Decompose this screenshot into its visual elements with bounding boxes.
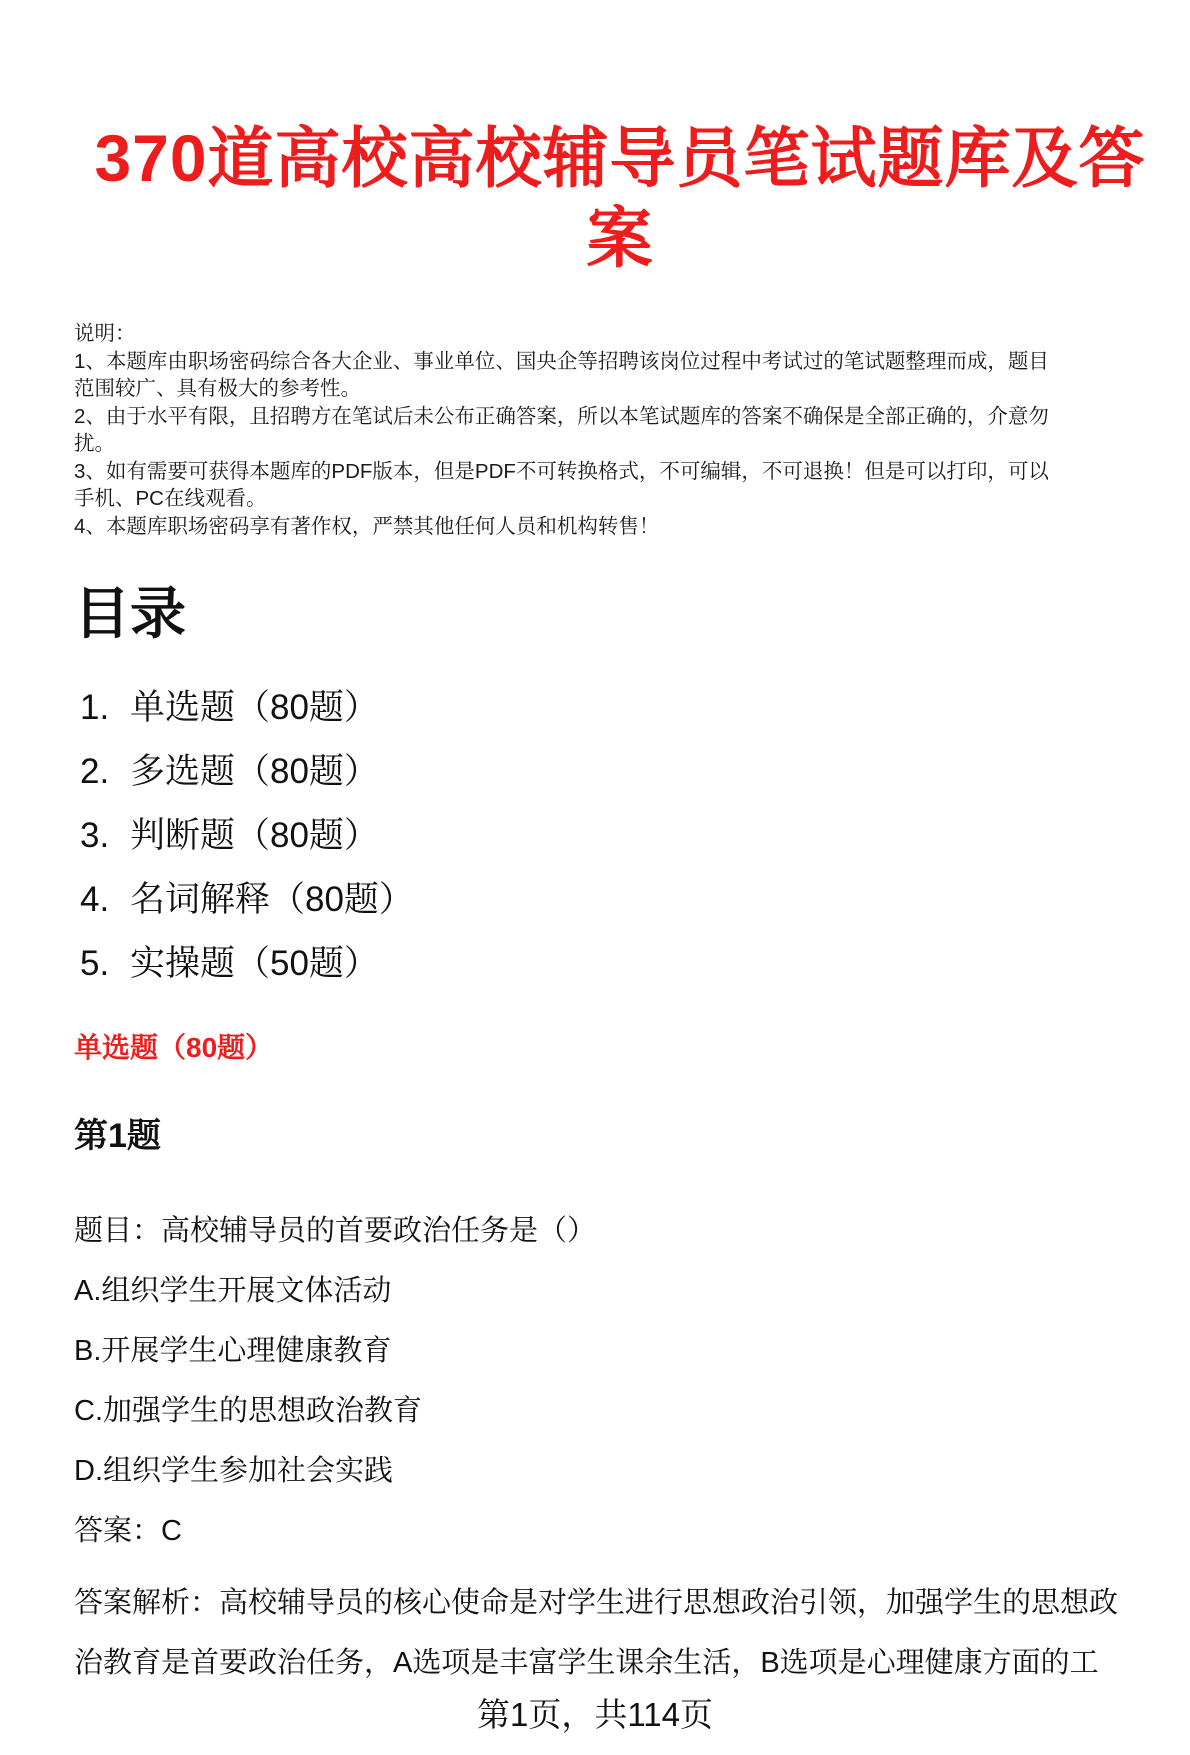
toc-item-label: 单选题（80题） [130,688,379,727]
notes-heading: 说明： [74,322,136,345]
toc-item-single-choice[interactable] [80,688,414,752]
toc-item-label: 判断题（80题） [130,816,379,855]
analysis-line: 治教育是首要政治任务，A选项是丰富学生课余生活，B选项是心理健康方面的工 [74,1647,1099,1679]
option-b: B.开展学生心理健康教育 [74,1335,392,1367]
answer-analysis [74,1573,1164,1693]
notes-line: 扰。 [74,432,115,455]
toc-item-label: 多选题（80题） [130,752,379,791]
toc-item-label: 名词解释（80题） [130,880,414,919]
toc-item-true-false[interactable] [80,816,414,880]
toc-item-multiple-choice[interactable] [80,752,414,816]
toc-item-practical[interactable] [80,944,414,1008]
toc-item-number: 3. [80,816,110,855]
question-block [74,1211,1164,1571]
analysis-line: 答案解析：高校辅导员的核心使命是对学生进行思想政治引领，加强学生的思想政 [74,1587,1119,1619]
option-d: D.组织学生参加社会实践 [74,1455,394,1487]
toc-item-number: 1. [80,688,110,727]
answer-line: 答案：C [74,1515,182,1547]
notes-line: 手机、PC在线观看。 [74,487,267,510]
notes-line: 范围较广、具有极大的参考性。 [74,377,361,400]
notes-line: 4、本题库职场密码享有著作权，严禁其他任何人员和机构转售！ [74,514,660,538]
page-footer: 第1页，共114页 [477,1696,713,1733]
document-title: 370道高校高校辅导员笔试题库及答案 [94,121,1146,275]
toc-heading: 目录 [74,582,186,645]
toc-item-number: 2. [80,752,110,791]
question-heading: 第1题 [74,1117,161,1155]
section-heading: 单选题（80题） [74,1032,274,1063]
question-stem: 题目：高校辅导员的首要政治任务是（） [74,1215,597,1247]
toc-list [80,688,414,1008]
toc-item-label: 实操题（50题） [130,944,379,983]
notes-section [74,320,1149,540]
option-a: A.组织学生开展文体活动 [74,1275,392,1307]
option-c: C.加强学生的思想政治教育 [74,1395,423,1427]
notes-line: 2、由于水平有限，且招聘方在笔试后未公布正确答案，所以本笔试题库的答案不确保是全部正确的，介意勿 [74,404,1049,428]
notes-line: 3、如有需要可获得本题库的PDF版本，但是PDF不可转换格式，不可编辑，不可退换！但是可以打印，可以 [74,459,1049,483]
toc-item-number: 4. [80,880,110,919]
toc-item-number: 5. [80,944,110,983]
notes-line: 1、本题库由职场密码综合各大企业、事业单位、国央企等招聘该岗位过程中考试过的笔试题整理而成，题目 [74,349,1049,373]
toc-item-term-definitions[interactable] [80,880,414,944]
